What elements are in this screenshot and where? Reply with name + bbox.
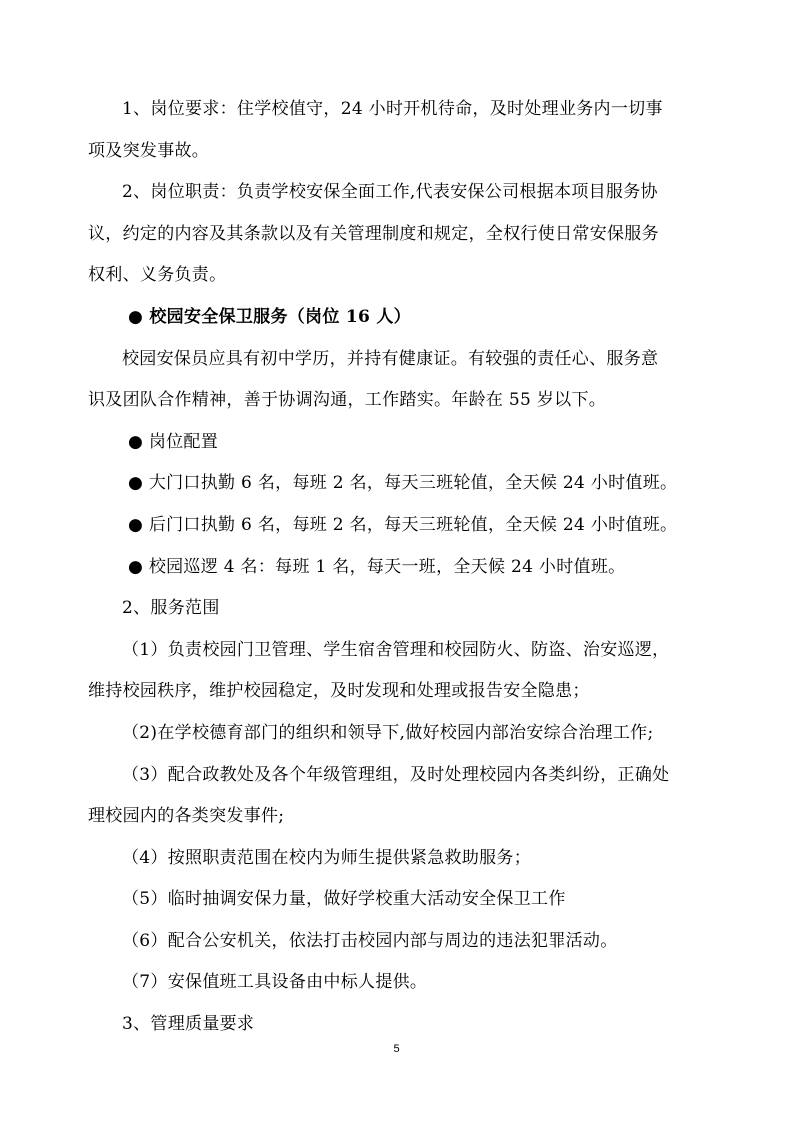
text-line: （5）临时抽调安保力量，做好学校重大活动安全保卫工作	[122, 889, 566, 910]
paragraph	[88, 879, 708, 921]
paragraph	[88, 921, 708, 963]
text-line: 维持校园秩序，维护校园稳定，及时发现和处理或报告安全隐患；	[88, 681, 590, 702]
page-number: 5	[393, 1043, 400, 1055]
text-line: 3、管理质量要求	[122, 1014, 255, 1035]
bullet-paragraph	[88, 547, 708, 589]
text-line: 议，约定的内容及其条款以及有关管理制度和规定，全权行使日常安保服务	[88, 223, 659, 244]
text-line: ● 后门口执勤 6 名，每班 2 名，每天三班轮值，全天候 24 小时值班。	[128, 514, 678, 535]
text-line: ● 校园巡逻 4 名：每班 1 名，每天一班，全天候 24 小时值班。	[128, 556, 626, 577]
bullet-paragraph	[88, 422, 708, 464]
text-line: 理校园内的各类突发事件;	[88, 806, 285, 827]
text-line: （1）负责校园门卫管理、学生宿舍管理和校园防火、防盗、治安巡逻，	[122, 639, 670, 660]
text-line: （3）配合政教处及各个年级管理组，及时处理校园内各类纠纷，正确处	[122, 764, 670, 785]
text-line: （6）配合公安机关，依法打击校园内部与周边的违法犯罪活动。	[122, 930, 618, 951]
text-line: 权利、义务负责。	[88, 265, 227, 286]
bullet-paragraph	[88, 463, 708, 505]
text-line: ● 校园安全保卫服务（岗位 16 人）	[128, 306, 411, 327]
text-line: ● 岗位配置	[128, 431, 219, 452]
text-line: 识及团队合作精神，善于协调沟通，工作踏实。年龄在 55 岁以下。	[88, 390, 607, 411]
paragraph	[88, 962, 708, 1004]
paragraph	[88, 339, 708, 422]
bullet-paragraph	[88, 505, 708, 547]
text-line: （2)在学校德育部门的组织和领导下,做好校园内部治安综合治理工作;	[122, 722, 654, 743]
paragraph	[88, 630, 708, 713]
text-line: 2、服务范围	[122, 598, 220, 619]
document-body	[88, 89, 708, 1046]
paragraph	[88, 89, 708, 172]
text-line: 1、岗位要求：住学校值守，24 小时开机待命，及时处理业务内一切事	[122, 99, 663, 119]
paragraph	[88, 713, 708, 755]
text-line: 2、岗位职责：负责学校安保全面工作,代表安保公司根据本项目服务协	[122, 182, 658, 203]
bullet-paragraph	[88, 297, 708, 339]
text-line: 校园安保员应具有初中学历，并持有健康证。有较强的责任心、服务意	[122, 348, 659, 369]
paragraph	[88, 172, 708, 297]
text-line: 项及突发事故。	[88, 140, 210, 161]
text-line: ● 大门口执勤 6 名，每班 2 名，每天三班轮值，全天候 24 小时值班。	[128, 473, 678, 494]
paragraph	[88, 838, 708, 880]
text-line: （7）安保值班工具设备由中标人提供。	[122, 972, 428, 993]
paragraph	[88, 755, 708, 838]
paragraph	[88, 588, 708, 630]
text-line: （4）按照职责范围在校内为师生提供紧急救助服务；	[122, 847, 532, 868]
paragraph	[88, 1004, 708, 1046]
